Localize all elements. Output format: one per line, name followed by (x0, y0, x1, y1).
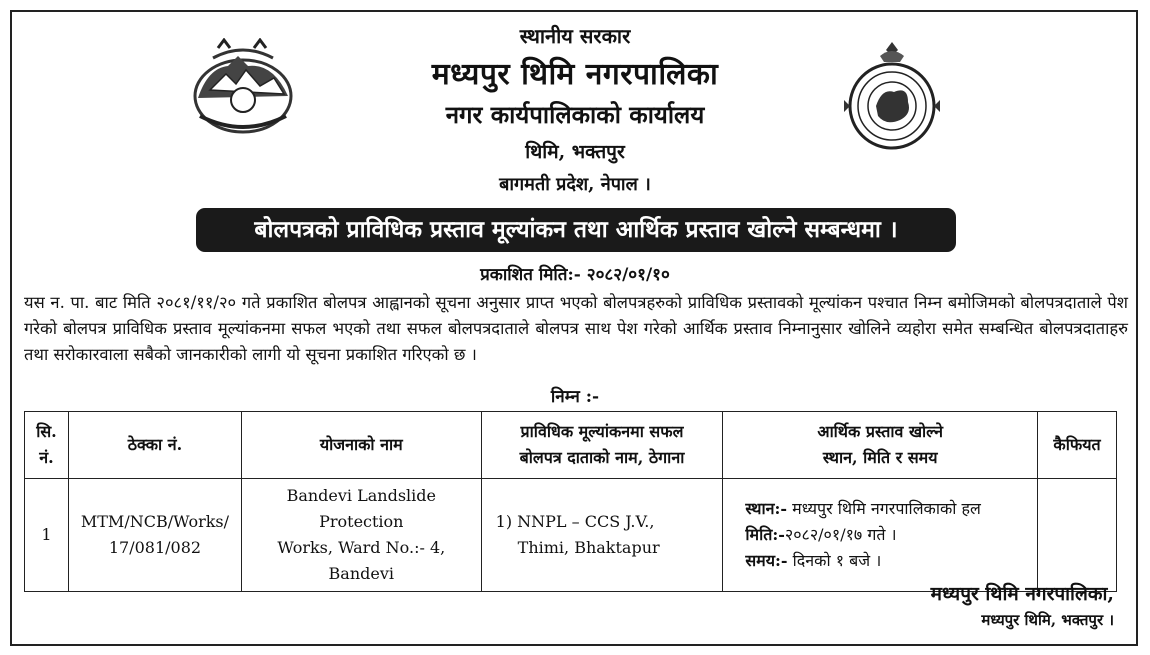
bidder-header-line2: बोलपत्र दाताको नाम, ठेगाना (519, 448, 685, 467)
local-government-label: स्थानीय सरकार (519, 24, 631, 48)
bidder-line1: 1) NNPL – CCS J.V., (495, 512, 655, 531)
time-value: दिनको १ बजे । (787, 551, 882, 570)
col-opening-details (723, 412, 1038, 479)
below-label: निम्न :- (550, 387, 600, 407)
project-line3: Bandevi (328, 564, 395, 583)
signatory-address: मध्यपुर थिमि, भक्तपुर । (981, 611, 1114, 629)
opening-header-line2: स्थान, मिति र समय (822, 448, 938, 467)
office-province: बागमती प्रदेश, नेपाल । (499, 174, 651, 195)
col-successful-bidder (481, 412, 723, 479)
col-contract-number: ठेक्का नं. (68, 412, 241, 479)
serial-header-line1: सि. (36, 422, 57, 441)
published-date: प्रकाशित मिति:- २०८२/०१/१० (480, 265, 670, 285)
office-place: थिमि, भक्तपुर (525, 141, 625, 163)
project-line1: Bandevi Landslide Protection (286, 486, 436, 531)
cell-opening-details (723, 479, 1038, 592)
bidder-line2: Thimi, Bhaktapur (517, 538, 660, 557)
signatory-name: मध्यपुर थिमि नगरपालिका, (930, 583, 1114, 605)
contract-line2: 17/081/082 (108, 538, 202, 557)
bidder-header-line1: प्राविधिक मूल्यांकनमा सफल (520, 422, 684, 441)
municipality-title: मध्यपुर थिमि नगरपालिका (431, 57, 719, 92)
notice-body: यस न. पा. बाट मिति २०८१/११/२० गते प्रकाशित बोलपत्र आह्वानको सूचना अनुसार प्राप्त भएको बोलपत्रहरुको प्राविधिक प्रस्तावको मूल्यांकन पश्चात निम्न बमोजिमको बोलपत्रदाताले पेश गरेको बोलपत्र प्राविधिक प्रस्ताव मूल्यांकनमा सफल भएको तथा सफल बोलपत्रदाताले बोलपत्र साथ पेश गरेको आर्थिक प्रस्ताव निम्नानुसार खोलिने व्यहोरा समेत सम्बन्धित बोलपत्रदाताहरु तथा सरोकारवाला सबैको जानकारीको लागी यो सूचना प्रकाशित गरिएको छ । (24, 293, 1128, 364)
contract-line1: MTM/NCB/Works/ (80, 512, 230, 531)
cell-serial-number: 1 (25, 479, 69, 592)
opening-header-line1: आर्थिक प्रस्ताव खोल्ने (817, 422, 944, 441)
col-project-name: योजनाको नाम (241, 412, 481, 479)
serial-header-line2: नं. (39, 448, 54, 467)
col-remarks: कैफियत (1038, 412, 1117, 479)
tender-table (24, 411, 1117, 592)
cell-project-name (241, 479, 481, 592)
table-row (25, 479, 1117, 592)
cell-successful-bidder (481, 479, 723, 592)
location-value: मध्यपुर थिमि नगरपालिकाको हल (787, 499, 981, 518)
cell-remarks (1038, 479, 1117, 592)
col-serial-number (25, 412, 69, 479)
date-label: मिति:- (745, 525, 785, 544)
location-label: स्थान:- (745, 499, 788, 518)
date-value: २०८२/०१/१७ गते । (784, 525, 897, 544)
office-title: नगर कार्यपालिकाको कार्यालय (445, 100, 705, 129)
table-header-row (25, 412, 1117, 479)
notice-subject-banner: बोलपत्रको प्राविधिक प्रस्ताव मूल्यांकन तथा आर्थिक प्रस्ताव खोल्ने सम्बन्धमा । (196, 208, 956, 252)
project-line2: Works, Ward No.:- 4, (277, 538, 446, 557)
cell-contract-number (68, 479, 241, 592)
time-label: समय:- (745, 551, 788, 570)
